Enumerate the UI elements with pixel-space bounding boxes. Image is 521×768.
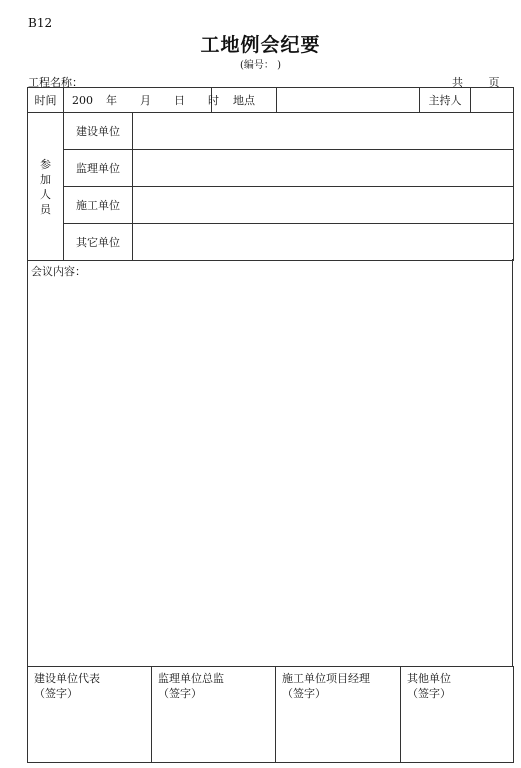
participant-row-label: 建设单位: [64, 113, 133, 150]
contractor-unit-field[interactable]: [133, 187, 514, 224]
place-field[interactable]: [277, 88, 420, 113]
participant-row-label: 施工单位: [64, 187, 133, 224]
signature-title: 建设单位代表: [34, 672, 100, 685]
signature-note: （签字）: [34, 687, 78, 700]
participants-label-char: 人: [40, 187, 51, 201]
place-label: 地点: [212, 88, 277, 113]
signature-title: 施工单位项目经理: [282, 672, 370, 685]
participants-label-char: 参: [40, 157, 51, 171]
time-field[interactable]: [64, 88, 219, 113]
page-total-label: 共 页: [452, 76, 500, 89]
other-signature-cell[interactable]: [401, 667, 514, 763]
document-title: 工地例会纪要: [200, 34, 321, 56]
signature-note: （签字）: [407, 687, 451, 700]
signature-note: （签字）: [282, 687, 326, 700]
other-unit-field[interactable]: [133, 224, 514, 261]
host-label: 主持人: [420, 88, 471, 113]
year-unit: 年: [106, 94, 117, 107]
signature-title: 监理单位总监: [158, 672, 224, 685]
hour-unit: 时: [208, 94, 219, 107]
meeting-info-table: [27, 87, 514, 261]
document-number-field[interactable]: (编号： ): [240, 60, 281, 71]
signature-note: （签字）: [158, 687, 202, 700]
participants-label: [28, 113, 64, 261]
form-code: B12: [28, 16, 53, 30]
meeting-content-label: 会议内容：: [31, 265, 86, 278]
signature-table: [27, 666, 514, 763]
meeting-content-field[interactable]: [27, 259, 513, 667]
signature-title: 其他单位: [407, 672, 451, 685]
day-unit: 日: [174, 94, 185, 107]
participants-label-char: 加: [40, 172, 51, 186]
year-prefix: 200: [72, 94, 93, 107]
supervisor-signature-cell[interactable]: [152, 667, 276, 763]
owner-unit-field[interactable]: [133, 113, 514, 150]
owner-signature-cell[interactable]: [28, 667, 152, 763]
supervisor-unit-field[interactable]: [133, 150, 514, 187]
project-name-label: 工程名称：: [28, 76, 83, 89]
month-unit: 月: [140, 94, 151, 107]
participants-label-char: 员: [40, 202, 51, 216]
contractor-signature-cell[interactable]: [276, 667, 401, 763]
host-field[interactable]: [471, 88, 514, 113]
participant-row-label: 其它单位: [64, 224, 133, 261]
participant-row-label: 监理单位: [64, 150, 133, 187]
time-label: 时间: [28, 88, 64, 113]
